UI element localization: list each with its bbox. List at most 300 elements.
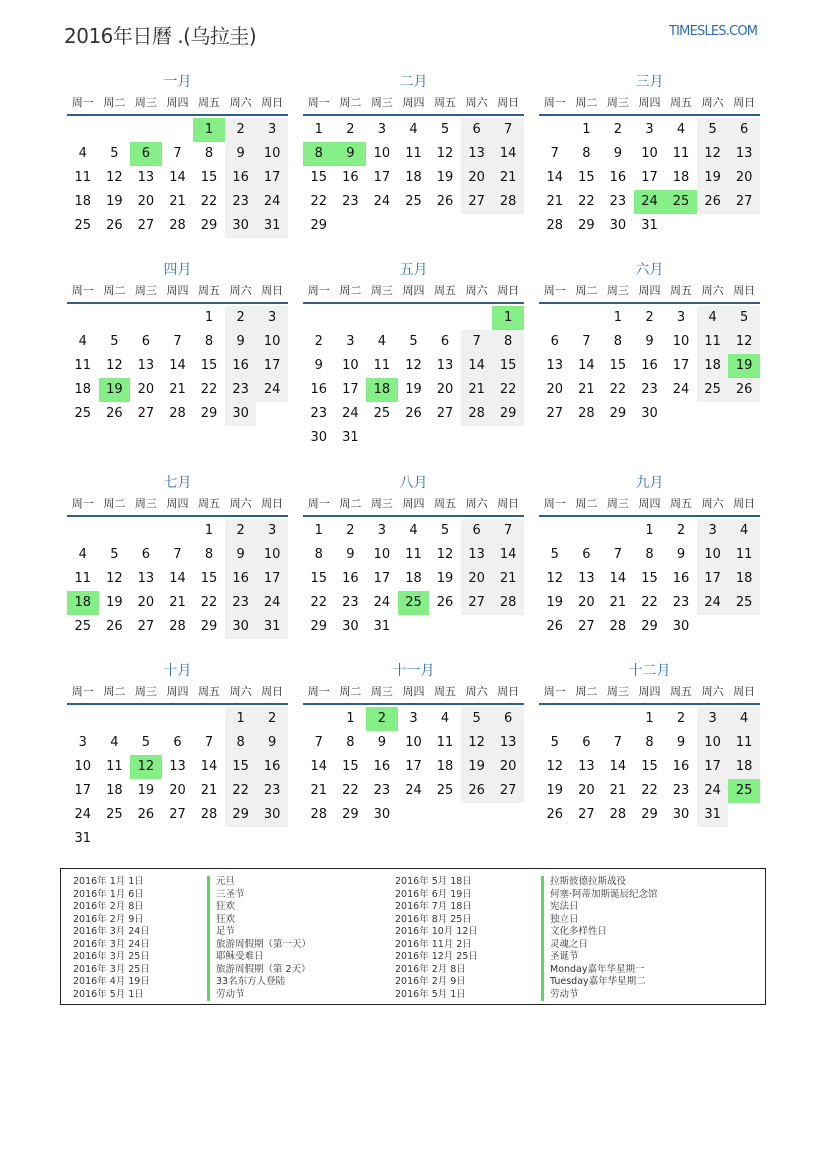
day-cell: 11	[436, 735, 454, 750]
day-cell: 18	[672, 170, 690, 185]
month-block	[539, 260, 760, 426]
day-cell: 19	[106, 194, 123, 209]
day-cell: 20	[461, 567, 493, 591]
day-cell: 14	[578, 358, 595, 373]
day-cell: 14	[492, 142, 524, 166]
day-cell: 18	[74, 382, 92, 397]
day-cell: 2	[613, 122, 623, 137]
holiday-day-cell: 1	[492, 306, 524, 330]
day-cell: 24	[697, 591, 729, 615]
weekday-label: 周二	[339, 497, 362, 510]
day-cell: 9	[346, 547, 355, 562]
holiday-name: 文化多样性日	[541, 926, 658, 939]
day-cell: 19	[137, 783, 155, 798]
day-grid	[303, 118, 524, 238]
day-cell: 30	[641, 406, 658, 421]
day-cell: 31	[256, 214, 288, 238]
weekday-header	[67, 280, 288, 304]
weekday-label: 周二	[575, 284, 598, 297]
weekday-label: 周日	[497, 685, 520, 698]
day-cell: 30	[310, 430, 328, 445]
day-cell: 28	[492, 190, 524, 214]
day-cell: 15	[609, 358, 627, 373]
day-cell: 8	[645, 735, 654, 750]
day-cell: 8	[204, 547, 214, 562]
day-cell: 22	[609, 382, 627, 397]
day-cell: 6	[461, 519, 493, 543]
holiday-date: 2016年 11月 2日	[395, 938, 472, 950]
day-cell: 10	[256, 543, 288, 567]
day-cell: 15	[200, 170, 218, 185]
weekday-label: 周四	[166, 284, 189, 297]
day-cell: 13	[546, 358, 564, 373]
day-cell: 30	[225, 615, 257, 639]
day-cell: 23	[641, 382, 658, 397]
day-cell: 4	[110, 735, 119, 750]
day-cell: 15	[200, 358, 218, 373]
empty-cell	[571, 306, 603, 330]
day-cell: 20	[137, 382, 155, 397]
day-cell: 24	[74, 807, 92, 822]
day-cell: 29	[200, 406, 218, 421]
day-cell: 6	[173, 735, 182, 750]
weekday-label: 周一	[307, 284, 330, 297]
day-cell: 5	[409, 334, 418, 349]
day-cell: 25	[697, 378, 729, 402]
day-cell: 3	[645, 122, 654, 137]
day-cell: 16	[373, 759, 391, 774]
weekday-label: 周三	[134, 685, 157, 698]
day-cell: 7	[492, 118, 524, 142]
empty-cell	[571, 519, 603, 543]
holiday-date: 2016年 6月 19日	[395, 888, 472, 900]
day-cell: 7	[613, 735, 623, 750]
day-cell: 20	[578, 783, 595, 798]
day-cell: 1	[204, 310, 214, 325]
weekday-label: 周日	[733, 685, 756, 698]
day-cell: 22	[641, 783, 658, 798]
holiday-name: 劳动节	[541, 989, 658, 1002]
month-name: 十月	[163, 663, 192, 679]
day-cell: 28	[200, 807, 218, 822]
day-cell: 3	[676, 310, 686, 325]
weekday-label: 周四	[166, 96, 189, 109]
day-cell: 27	[728, 190, 760, 214]
day-cell: 2	[225, 519, 257, 543]
day-cell: 13	[137, 170, 155, 185]
day-cell: 12	[546, 571, 564, 586]
weekday-label: 周三	[606, 96, 629, 109]
day-cell: 4	[78, 334, 87, 349]
day-cell: 7	[314, 735, 323, 750]
weekday-label: 周日	[497, 497, 520, 510]
day-grid	[303, 519, 524, 639]
day-cell: 15	[310, 571, 328, 586]
day-cell: 9	[676, 547, 686, 562]
day-cell: 26	[728, 378, 760, 402]
day-cell: 2	[225, 306, 257, 330]
holiday-date: 2016年 3月 25日	[73, 951, 150, 962]
day-cell: 3	[697, 707, 729, 731]
day-cell: 5	[110, 547, 119, 562]
day-cell: 5	[697, 118, 729, 142]
weekday-label: 周五	[670, 685, 693, 698]
day-cell: 22	[310, 194, 328, 209]
day-cell: 31	[641, 218, 658, 233]
day-cell: 10	[373, 547, 391, 562]
day-cell: 24	[256, 378, 288, 402]
holiday-date: 2016年 12月 25日	[395, 951, 478, 962]
day-cell: 20	[578, 595, 595, 610]
day-cell: 4	[697, 306, 729, 330]
day-cell: 6	[141, 334, 151, 349]
weekday-header	[539, 681, 760, 705]
weekday-label: 周二	[103, 497, 126, 510]
weekday-label: 周日	[733, 497, 756, 510]
holiday-name: 33名东方人登陆	[207, 976, 311, 989]
empty-cell	[539, 707, 571, 731]
holiday-date: 2016年 5月 1日	[395, 988, 466, 1000]
day-cell: 3	[697, 519, 729, 543]
day-cell: 27	[137, 218, 155, 233]
day-cell: 17	[672, 358, 690, 373]
holiday-name: 独立日	[541, 914, 658, 927]
day-cell: 19	[436, 170, 454, 185]
day-cell: 12	[461, 731, 493, 755]
day-cell: 2	[346, 523, 355, 538]
holiday-name: 足节	[207, 926, 311, 939]
day-grid	[303, 707, 524, 827]
day-cell: 24	[405, 783, 422, 798]
weekday-header	[539, 280, 760, 304]
day-cell: 20	[492, 755, 524, 779]
day-grid	[539, 306, 760, 426]
day-cell: 13	[578, 571, 595, 586]
day-cell: 21	[169, 595, 186, 610]
holiday-day-cell: 19	[99, 378, 131, 402]
day-cell: 18	[697, 354, 729, 378]
day-cell: 17	[74, 783, 92, 798]
weekday-label: 周三	[370, 685, 393, 698]
day-cell: 30	[373, 807, 391, 822]
day-cell: 25	[106, 807, 123, 822]
weekday-label: 周五	[670, 284, 693, 297]
day-cell: 23	[342, 194, 359, 209]
weekday-label: 周日	[497, 284, 520, 297]
day-cell: 11	[74, 571, 92, 586]
day-cell: 8	[613, 334, 623, 349]
holiday-names-left	[207, 876, 311, 1001]
day-cell: 28	[461, 402, 493, 426]
weekday-label: 周一	[71, 497, 94, 510]
weekday-label: 周五	[434, 497, 457, 510]
day-cell: 25	[74, 619, 92, 634]
day-cell: 5	[110, 334, 119, 349]
day-cell: 5	[550, 547, 559, 562]
day-cell: 22	[200, 595, 218, 610]
day-cell: 16	[342, 571, 359, 586]
day-cell: 25	[74, 218, 92, 233]
day-cell: 22	[200, 194, 218, 209]
weekday-label: 周六	[229, 497, 252, 510]
site-link[interactable]: TIMESLES.COM	[669, 24, 758, 39]
weekday-label: 周三	[606, 284, 629, 297]
day-cell: 14	[310, 759, 328, 774]
holiday-name: 三圣节	[207, 889, 311, 902]
day-cell: 23	[225, 591, 257, 615]
day-cell: 18	[405, 571, 422, 586]
day-grid	[67, 519, 288, 639]
day-cell: 26	[697, 190, 729, 214]
holiday-date: 2016年 3月 25日	[73, 963, 150, 975]
day-cell: 25	[405, 194, 422, 209]
day-cell: 26	[546, 619, 564, 634]
day-cell: 19	[461, 755, 493, 779]
day-cell: 26	[461, 779, 493, 803]
day-cell: 31	[373, 619, 391, 634]
day-cell: 10	[256, 142, 288, 166]
day-cell: 3	[409, 711, 418, 726]
day-cell: 9	[613, 146, 623, 161]
day-cell: 5	[141, 735, 151, 750]
day-cell: 3	[256, 519, 288, 543]
day-cell: 6	[550, 334, 559, 349]
day-cell: 13	[728, 142, 760, 166]
day-cell: 21	[492, 166, 524, 190]
holiday-date: 2016年 8月 25日	[395, 913, 472, 925]
holiday-date: 2016年 2月 9日	[395, 976, 466, 987]
holiday-date: 2016年 2月 8日	[73, 901, 144, 912]
empty-cell	[130, 519, 162, 543]
day-cell: 23	[609, 194, 627, 209]
day-cell: 2	[256, 707, 288, 731]
day-cell: 8	[225, 731, 257, 755]
day-cell: 30	[342, 619, 359, 634]
weekday-header	[67, 92, 288, 116]
holiday-name: 狂欢	[207, 914, 311, 927]
empty-cell	[99, 118, 131, 142]
day-cell: 1	[225, 707, 257, 731]
day-cell: 22	[225, 779, 257, 803]
holiday-date: 2016年 2月 9日	[73, 913, 144, 925]
day-cell: 26	[106, 218, 123, 233]
day-cell: 14	[200, 759, 218, 774]
month-block	[67, 661, 288, 851]
day-cell: 4	[78, 146, 87, 161]
empty-cell	[99, 707, 131, 731]
day-cell: 4	[409, 523, 418, 538]
day-cell: 13	[436, 358, 454, 373]
day-cell: 3	[377, 122, 387, 137]
day-cell: 20	[436, 382, 454, 397]
empty-cell	[602, 707, 634, 731]
day-cell: 15	[200, 571, 218, 586]
holiday-day-cell: 18	[366, 378, 398, 402]
day-grid	[67, 118, 288, 238]
month-name: 九月	[635, 475, 664, 491]
day-grid	[303, 306, 524, 450]
day-cell: 30	[256, 803, 288, 827]
day-cell: 26	[106, 619, 123, 634]
weekday-label: 周一	[543, 685, 566, 698]
holiday-name: 拉斯彼德拉斯战役	[541, 876, 658, 889]
empty-cell	[429, 306, 461, 330]
day-cell: 21	[200, 783, 218, 798]
day-cell: 30	[609, 218, 627, 233]
day-cell: 13	[137, 571, 155, 586]
day-cell: 14	[461, 354, 493, 378]
holiday-date: 2016年 2月 8日	[395, 963, 466, 975]
day-cell: 17	[256, 166, 288, 190]
month-block	[303, 260, 524, 450]
day-cell: 28	[609, 619, 627, 634]
day-cell: 29	[492, 402, 524, 426]
day-cell: 26	[436, 595, 454, 610]
day-cell: 4	[728, 707, 760, 731]
day-cell: 12	[106, 571, 123, 586]
holiday-list	[60, 868, 766, 1005]
holiday-name: 圣诞节	[541, 951, 658, 964]
weekday-label: 周一	[543, 96, 566, 109]
weekday-header	[303, 280, 524, 304]
day-cell: 13	[492, 731, 524, 755]
month-name: 八月	[399, 475, 428, 491]
day-cell: 17	[342, 382, 359, 397]
month-block	[303, 473, 524, 639]
day-cell: 13	[578, 759, 595, 774]
month-block	[303, 661, 524, 827]
month-block	[539, 72, 760, 238]
day-cell: 24	[672, 382, 690, 397]
weekday-header	[303, 493, 524, 517]
day-cell: 27	[169, 807, 186, 822]
weekday-label: 周三	[606, 685, 629, 698]
day-cell: 11	[728, 543, 760, 567]
day-cell: 5	[440, 523, 450, 538]
holiday-name: 灵魂之日	[541, 939, 658, 952]
empty-cell	[335, 306, 367, 330]
holiday-day-cell: 25	[728, 779, 760, 803]
day-cell: 2	[314, 334, 323, 349]
weekday-label: 周二	[575, 497, 598, 510]
day-cell: 12	[106, 358, 123, 373]
weekday-label: 周二	[575, 685, 598, 698]
month-name: 五月	[399, 262, 428, 278]
day-cell: 21	[578, 382, 595, 397]
day-cell: 23	[373, 783, 391, 798]
day-cell: 17	[256, 354, 288, 378]
day-cell: 6	[440, 334, 450, 349]
weekday-label: 周一	[307, 497, 330, 510]
day-cell: 22	[342, 783, 359, 798]
weekday-header	[67, 493, 288, 517]
empty-cell	[366, 306, 398, 330]
day-cell: 12	[546, 759, 564, 774]
day-cell: 30	[672, 807, 690, 822]
day-cell: 3	[346, 334, 355, 349]
empty-cell	[602, 519, 634, 543]
empty-cell	[398, 306, 430, 330]
month-name: 三月	[635, 74, 664, 90]
month-block	[67, 72, 288, 238]
month-name: 四月	[163, 262, 192, 278]
day-cell: 28	[169, 218, 186, 233]
day-cell: 6	[492, 707, 524, 731]
day-cell: 16	[310, 382, 328, 397]
month-block	[539, 661, 760, 827]
day-cell: 12	[728, 330, 760, 354]
day-cell: 9	[256, 731, 288, 755]
holiday-name: 元旦	[207, 876, 311, 889]
day-cell: 16	[256, 755, 288, 779]
day-cell: 25	[728, 591, 760, 615]
day-cell: 21	[461, 378, 493, 402]
weekday-label: 周六	[465, 284, 488, 297]
day-cell: 19	[436, 571, 454, 586]
day-cell: 12	[405, 358, 422, 373]
day-cell: 23	[225, 378, 257, 402]
holiday-date: 2016年 5月 18日	[395, 876, 472, 887]
day-cell: 5	[728, 306, 760, 330]
day-grid	[67, 707, 288, 851]
day-cell: 22	[578, 194, 595, 209]
day-cell: 12	[106, 170, 123, 185]
holiday-name: 何塞·阿蒂加斯诞辰纪念馆	[541, 889, 658, 902]
day-cell: 2	[645, 310, 654, 325]
weekday-label: 周五	[198, 284, 221, 297]
day-cell: 26	[436, 194, 454, 209]
empty-cell	[67, 118, 99, 142]
weekday-label: 周二	[103, 96, 126, 109]
holiday-day-cell: 24	[634, 190, 666, 214]
day-cell: 17	[697, 567, 729, 591]
day-cell: 10	[697, 731, 729, 755]
day-cell: 20	[728, 166, 760, 190]
holiday-day-cell: 9	[335, 142, 367, 166]
day-cell: 23	[672, 783, 690, 798]
weekday-label: 周三	[606, 497, 629, 510]
day-cell: 19	[405, 382, 422, 397]
day-cell: 6	[582, 735, 591, 750]
day-cell: 28	[310, 807, 328, 822]
day-cell: 22	[641, 595, 658, 610]
day-cell: 16	[342, 170, 359, 185]
day-cell: 3	[377, 523, 387, 538]
day-cell: 8	[314, 547, 323, 562]
day-cell: 27	[546, 406, 564, 421]
day-cell: 5	[550, 735, 559, 750]
day-cell: 20	[546, 382, 564, 397]
weekday-label: 周六	[701, 497, 724, 510]
day-cell: 18	[106, 783, 123, 798]
day-cell: 16	[225, 166, 257, 190]
weekday-label: 周日	[261, 497, 284, 510]
day-cell: 11	[697, 330, 729, 354]
empty-cell	[539, 118, 571, 142]
day-cell: 11	[728, 731, 760, 755]
day-cell: 23	[256, 779, 288, 803]
empty-cell	[539, 519, 571, 543]
weekday-label: 周五	[198, 685, 221, 698]
day-cell: 29	[609, 406, 627, 421]
day-cell: 20	[169, 783, 186, 798]
empty-cell	[130, 707, 162, 731]
weekday-label: 周四	[166, 497, 189, 510]
weekday-label: 周日	[261, 96, 284, 109]
weekday-header	[303, 681, 524, 705]
day-cell: 19	[697, 166, 729, 190]
day-cell: 15	[310, 170, 328, 185]
